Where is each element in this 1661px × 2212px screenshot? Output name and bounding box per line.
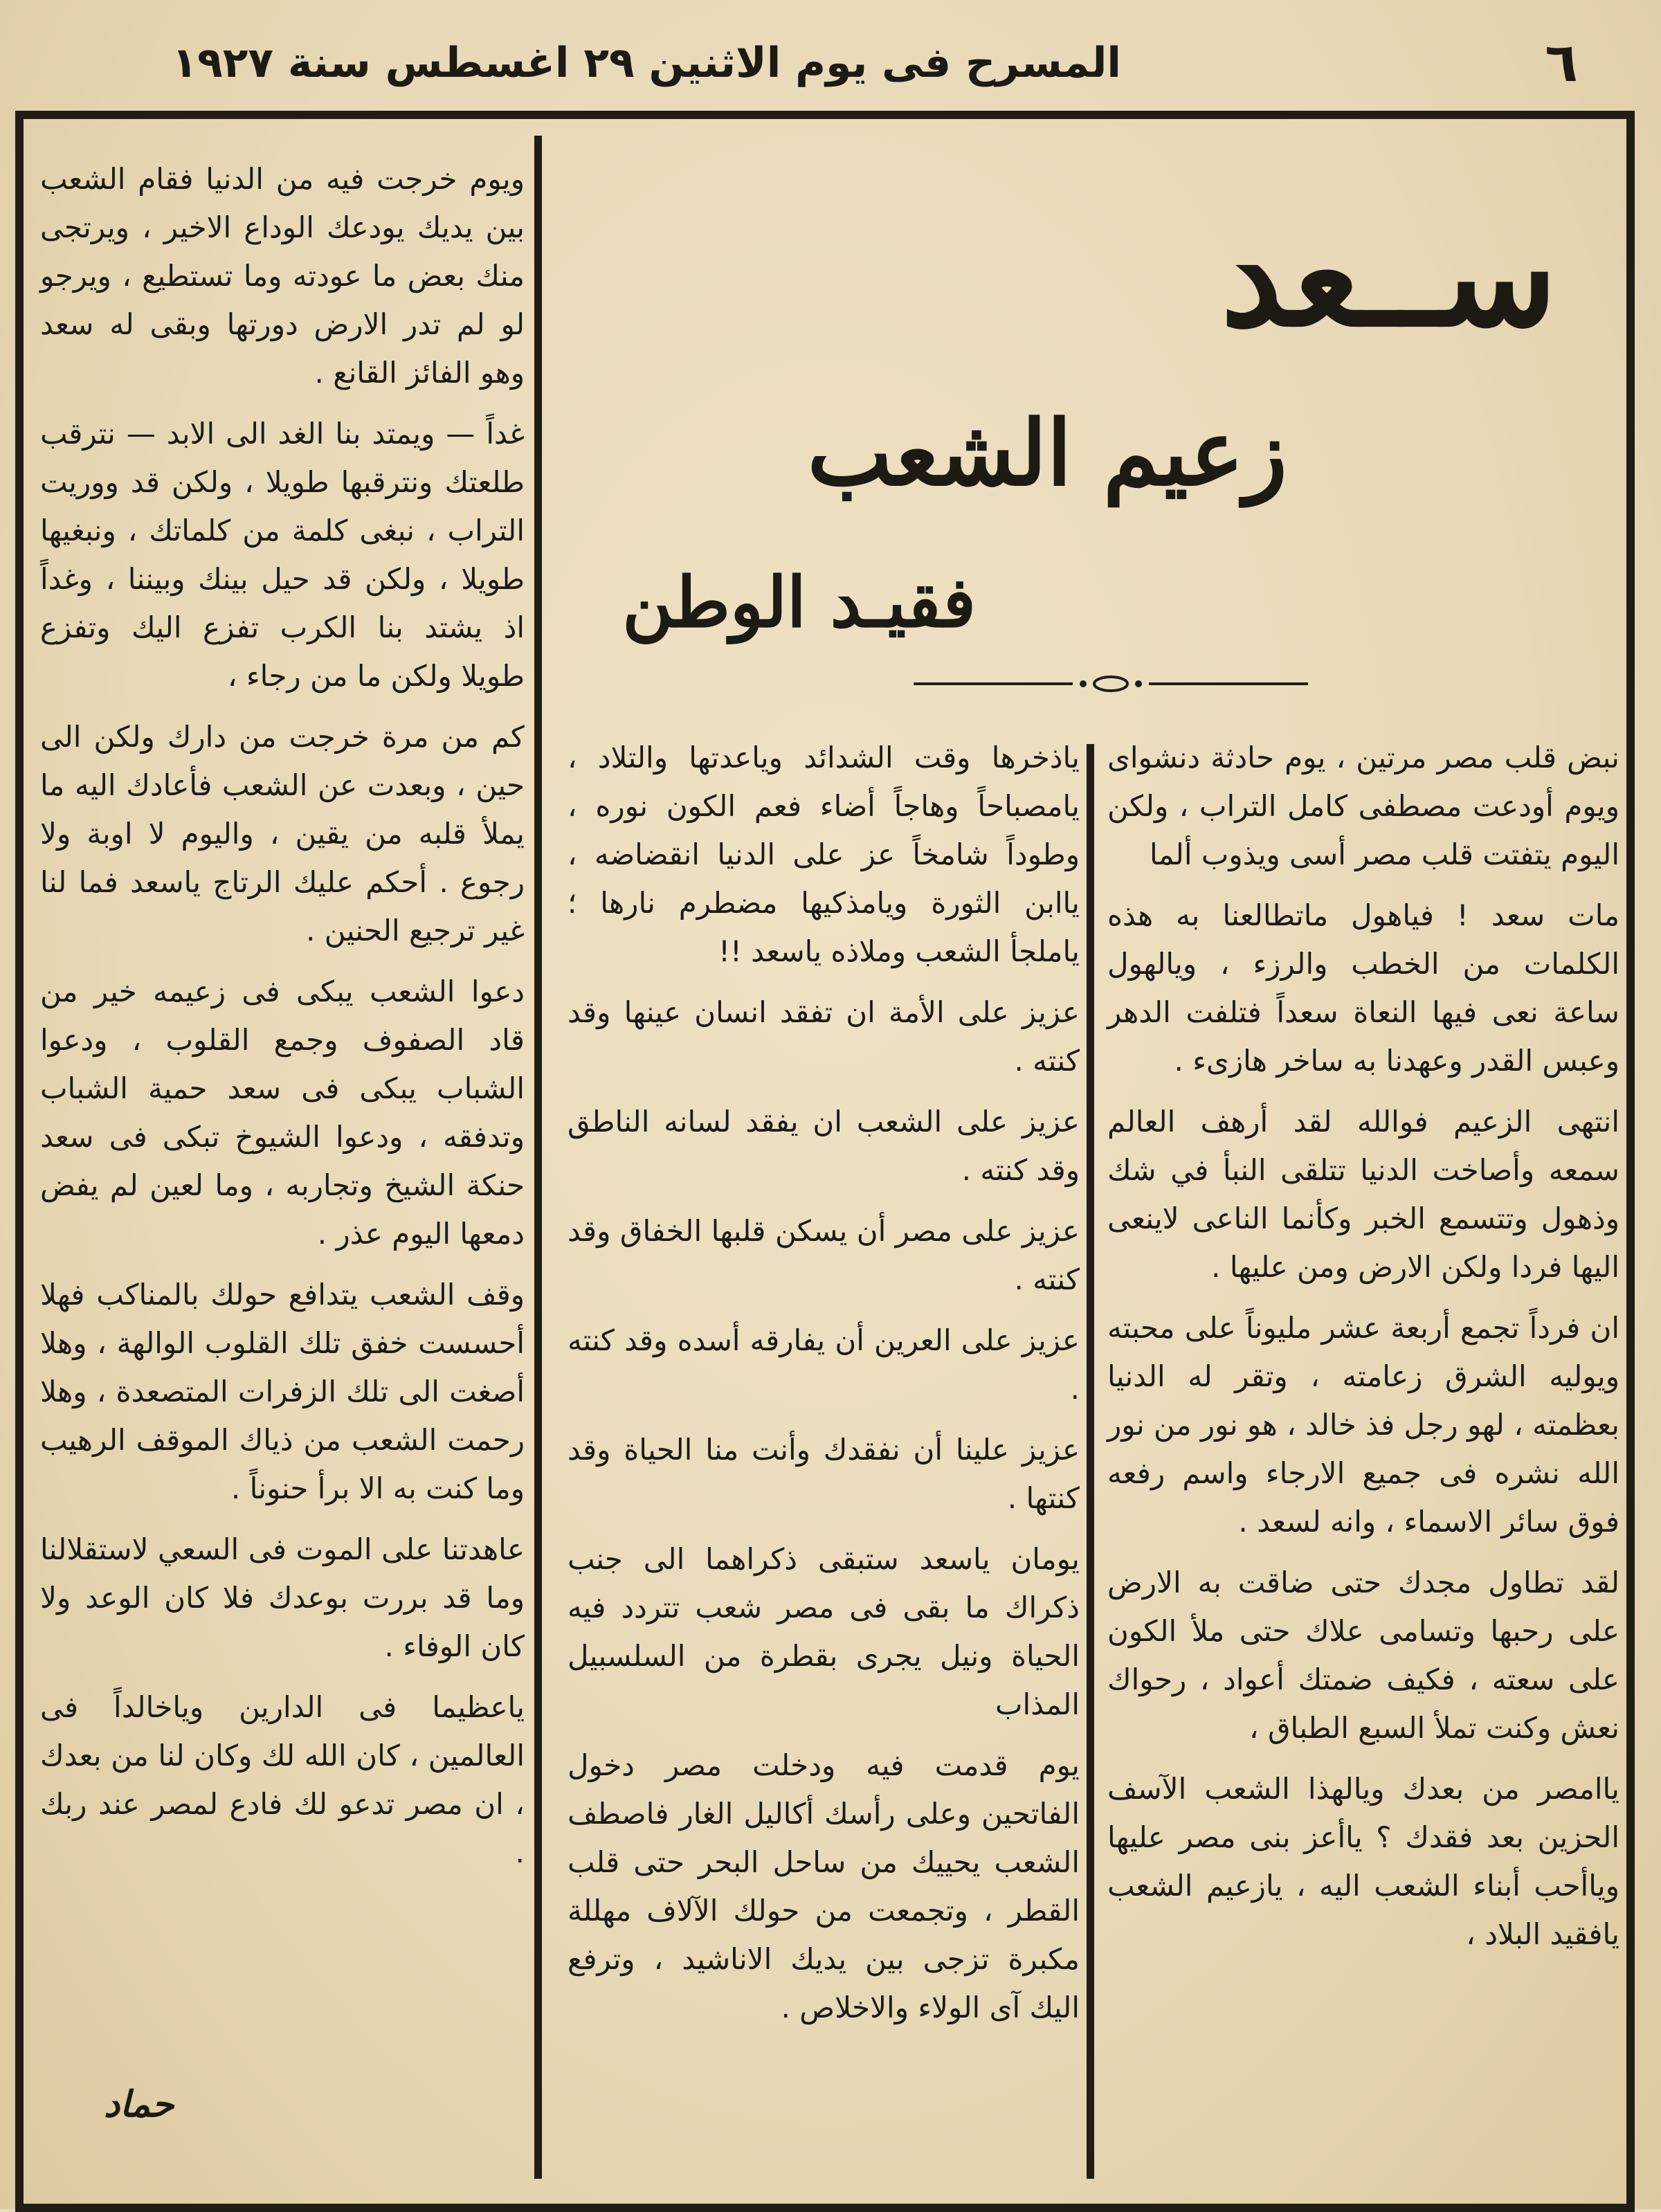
paragraph: انتهى الزعيم فوالله لقد أرهف العالم سمعه وأصاخت الدنيا تتلقى النبأ في شك وذهول وتتسمع الخبر وكأنما الناعى لاينعى اليها فردا ولكن الارض ومن عليها . [1107,1105,1619,1284]
headline-name: ســعد [1220,195,1557,358]
paragraph: ياعظيما فى الدارين وياخالداً فى العالمين ، كان الله لك وكان لنا من بعدك ، ان مصر تدعو لك فادع لمصر عند ربك . [40,1690,525,1869]
paragraph: غداً — ويمتد بنا الغد الى الابد — نترقب طلعتك ونترقبها طويلا ، ولكن قد ووريت التراب ، نبغى كلمة من كلماتك ، ونبغيها طويلا ، ولكن قد حيل بينك وبيننا ، وغداً اذ يشتد بنا الكرب تفزع اليك وتفزع طويلا ولكن ما من رجاء ، [40,417,525,693]
page-number: ٦ [1545,32,1578,94]
paragraph: يوم قدمت فيه ودخلت مصر دخول الفاتحين وعلى رأسك أكاليل الغار فاصطف الشعب يحييك من ساحل البحر حتى قلب القطر ، وتجمعت من حولك الآلاف مهللة مكبرة تزجى بين يديك الاناشيد ، وترفع اليك آى الولاء والاخلاص . [568,1748,1080,2024]
paragraph: كم من مرة خرجت من دارك ولكن الى حين ، وبعدت عن الشعب فأعادك اليه ما يملأ قلبه من يقين ، واليوم لا اوبة ولا رجوع . أحكم عليك الرتاج ياسعد فما لنا غير ترجيع الحنين . [40,720,525,948]
masthead-date: المسرح فى يوم الاثنين ٢٩ اغسطس سنة ١٩٢٧ [172,39,1121,87]
paragraph: مات سعد ! فياهول ماتطالعنا به هذه الكلمات من الخطب والرزء ، ويالهول ساعة نعى فيها النعاة سعداً فتلفت الدهر وعبس القدر وعهدنا به ساخر هازىء . [1107,898,1619,1078]
paragraph: عزيز علينا أن نفقدك وأنت منا الحياة وقد كنتها . [568,1433,1080,1515]
article-column-left [40,155,525,1877]
author-signature: حماد [104,2083,174,2125]
paragraph: يومان ياسعد ستبقى ذكراهما الى جنب ذكراك ما بقى فى مصر شعب تتردد فيه الحياة ونيل يجرى بقطرة من السلسبيل المذاب [568,1542,1080,1721]
paragraph: نبض قلب مصر مرتين ، يوم حادثة دنشواى ويوم أودعت مصطفى كامل التراب ، ولكن اليوم يتفتت قلب مصر أسى ويذوب ألما [1107,741,1619,871]
paragraph: عزيز على مصر أن يسكن قلبها الخفاق وقد كنته . [568,1214,1080,1296]
article-column-right [1107,734,1619,1959]
paragraph: ان فرداً تجمع أربعة عشر مليوناً على محبته ويوليه الشرق زعامته ، وتقر له الدنيا بعظمته ، لهو رجل فذ خالد ، هو نور من نور الله نشره فى جميع الارجاء واسم رفعه فوق سائر الاسماء ، وانه لسعد . [1107,1311,1619,1539]
paragraph: ياامصر من بعدك ويالهذا الشعب الآسف الحزين بعد فقدك ؟ ياأعز بنى مصر عليها وياأحب أبناء الشعب اليه ، يازعيم الشعب يافقيد البلاد ، [1107,1772,1619,1951]
paragraph: عزيز على الأمة ان تفقد انسان عينها وقد كنته . [568,995,1080,1078]
ornament-divider [914,671,1308,696]
paragraph: دعوا الشعب يبكى فى زعيمه خير من قاد الصفوف وجمع القلوب ، ودعوا الشباب يبكى فى سعد حمية الشباب وتدفقه ، ودعوا الشيوخ تبكى فى سعد حنكة الشيخ وتجاربه ، وما لعين لم يفض دمعها اليوم عذر . [40,974,525,1251]
column-rule-middle [1087,744,1094,2179]
paragraph: عاهدتنا على الموت فى السعي لاستقلالنا وما قد بررت بوعدك فلا كان الوعد ولا كان الوفاء . [40,1532,525,1663]
headline-subtitle: زعيم الشعب [807,400,1287,506]
paragraph: ياذخرها وقت الشدائد وياعدتها والتلاد ، يامصباحاً وهاجاً أضاء فعم الكون نوره ، وطوداً شامخاً عز على الدنيا انقضاضه ، ياابن الثورة ويامذكيها مضطرم نارها ؛ ياملجأ الشعب وملاذه ياسعد !! [568,741,1080,968]
headline-tagline: فقيـد الوطن [622,561,976,643]
paragraph: ويوم خرجت فيه من الدنيا فقام الشعب بين يديك يودعك الوداع الاخير ، ويرتجى منك بعض ما عودته وما تستطيع ، ويرجو لو لم تدر الارض دورتها وبقى له سعد وهو الفائز القانع . [40,162,525,390]
page-header [0,28,1661,104]
paragraph: لقد تطاول مجدك حتى ضاقت به الارض على رحبها وتسامى علاك حتى ملأ الكون على سعته ، فكيف ضمتك أعواد ، رحواك نعش وكنت تملأ السبع الطباق ، [1107,1566,1619,1745]
article-column-middle [568,734,1080,2032]
paragraph: وقف الشعب يتدافع حولك بالمناكب فهلا أحسست خفق تلك القلوب الوالهة ، وهلا أصغت الى تلك الزفرات المتصعدة ، وهلا رحمت الشعب من ذياك الموقف الرهيب وما كنت به الا برأ حنوناً . [40,1278,525,1505]
column-rule-left [534,136,542,2179]
paragraph: عزيز على الشعب ان يفقد لسانه الناطق وقد كنته . [568,1105,1080,1187]
paragraph: عزيز على العرين أن يفارقه أسده وقد كنته . [568,1323,1080,1406]
